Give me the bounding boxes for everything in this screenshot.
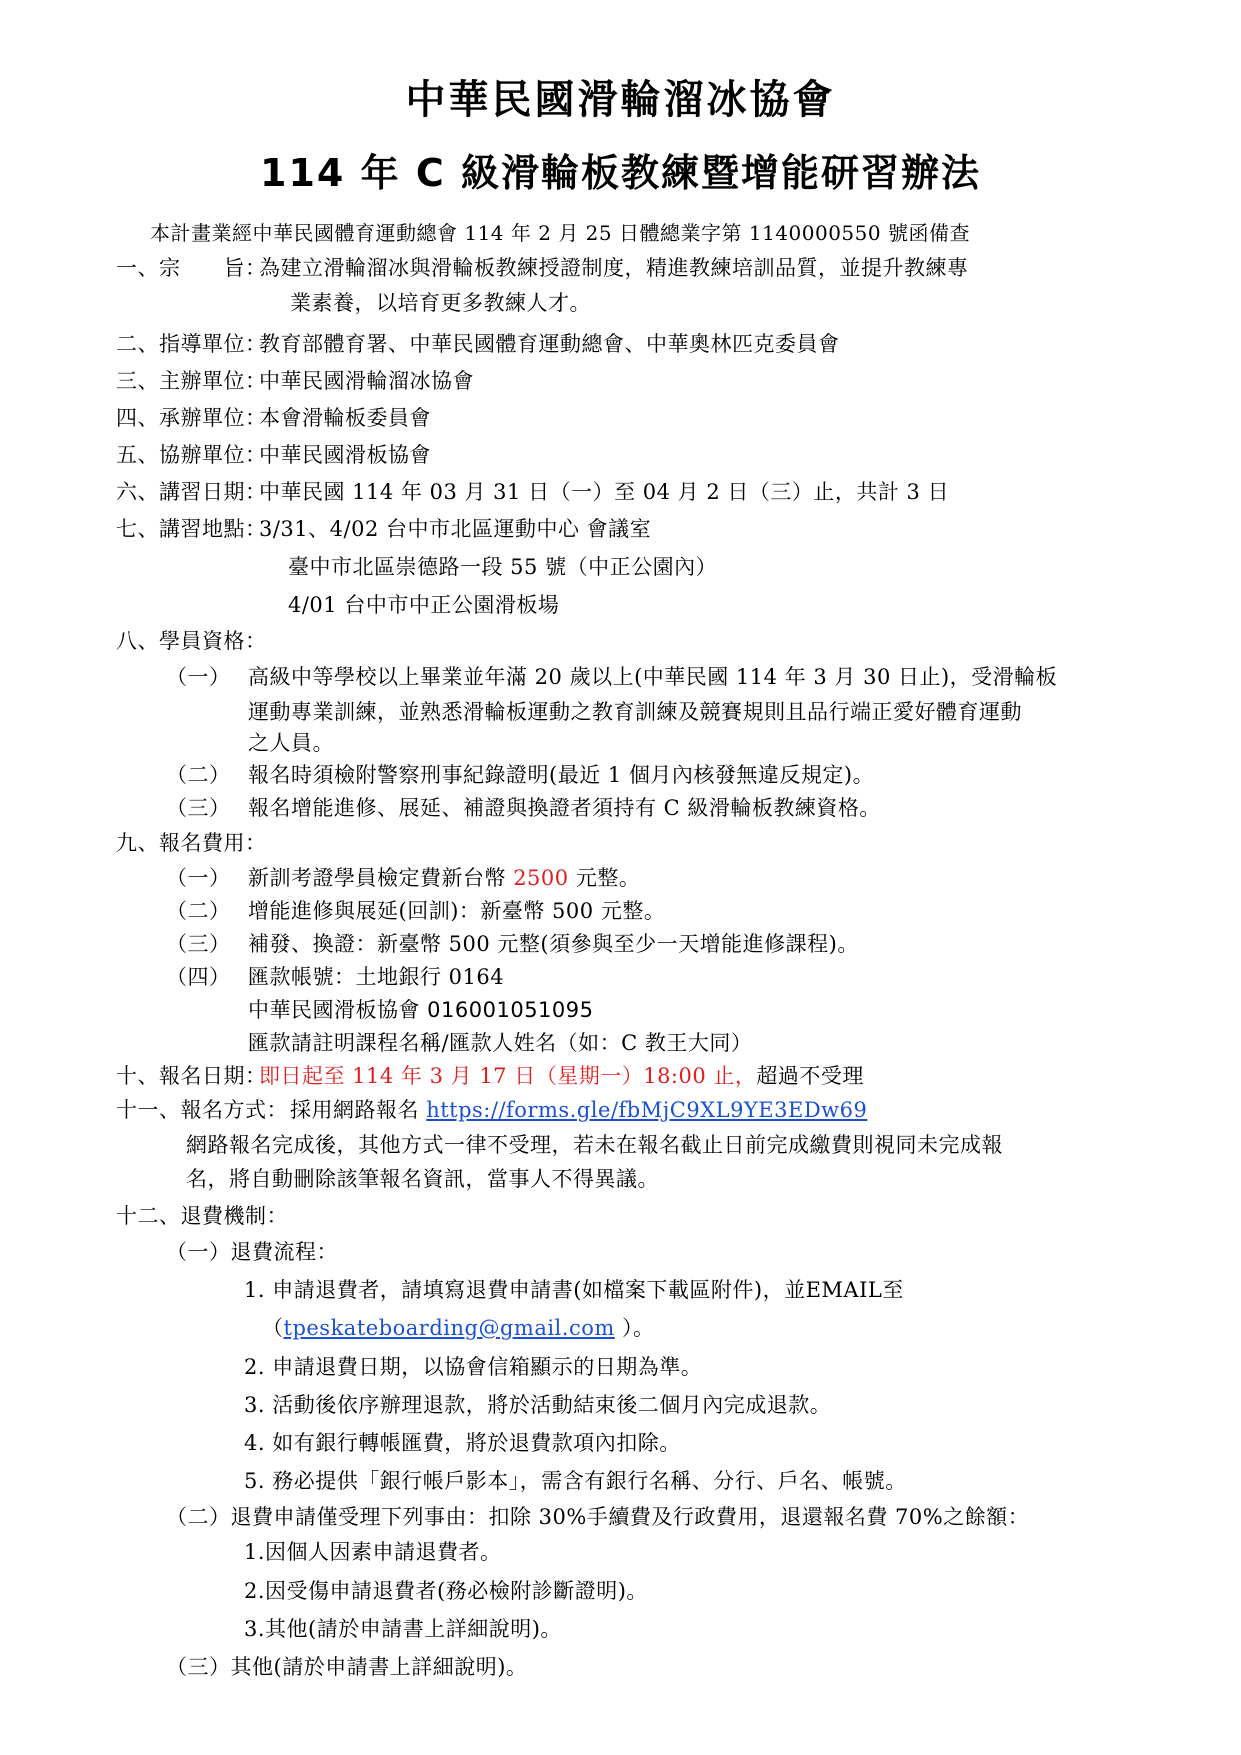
refund-reason-3: 3.其他(請於申請書上詳細說明)。 [244, 1617, 562, 1641]
section-11-note: 網路報名完成後，其他方式一律不受理，若未在報名截止日前完成繳費則視同未完成報 [186, 1133, 1003, 1157]
section-4-label: 四、承辦單位： [116, 406, 267, 430]
fee-text-pre: 新訓考證學員檢定費新台幣 [248, 866, 514, 890]
section-8-item-3-marker: （三） [166, 796, 231, 820]
refund-reasons-heading: （二）退費申請僅受理下列事由：扣除 30%手續費及行政費用，退還報名費 70%之餘額： [166, 1505, 1030, 1529]
refund-step-1: 1. 申請退費者，請填寫退費申請書(如檔案下載區附件)，並EMAIL至 [244, 1278, 904, 1302]
section-1-text: 為建立滑輪溜冰與滑輪板教練授證制度，精進教練培訓品質，並提升教練專 [259, 256, 969, 280]
registration-deadline-note: 超過不受理 [756, 1064, 864, 1088]
section-8-item-2-marker: （二） [166, 763, 231, 787]
section-7-address: 臺中市北區崇德路一段 55 號（中正公園內） [288, 555, 718, 579]
section-8-item-2: 報名時須檢附警察刑事紀錄證明(最近 1 個月內核發無違反規定)。 [248, 763, 875, 787]
section-10-label: 十、報名日期： [116, 1064, 267, 1088]
section-7-venue-2: 4/01 台中市中正公園滑板場 [288, 593, 560, 617]
section-8-item-3: 報名增能進修、展延、補證與換證者須持有 C 級滑輪板教練資格。 [248, 796, 881, 820]
section-4-text: 本會滑輪板委員會 [259, 406, 431, 430]
section-3-text: 中華民國滑輪溜冰協會 [259, 369, 474, 393]
refund-reason-2: 2.因受傷申請退費者(務必檢附診斷證明)。 [244, 1579, 648, 1603]
section-6-text: 中華民國 114 年 03 月 31 日（一）至 04 月 2 日（三）止，共計 3 日 [259, 480, 950, 504]
section-12-label: 十二、退費機制： [116, 1204, 288, 1228]
section-3-label: 三、主辦單位： [116, 369, 267, 393]
section-5-text: 中華民國滑板協會 [259, 443, 431, 467]
refund-step-4: 4. 如有銀行轉帳匯費，將於退費款項內扣除。 [244, 1431, 681, 1455]
section-8-item-1-cont: 運動專業訓練，並熟悉滑輪板運動之教育訓練及競賽規則且品行端正愛好體育運動 [248, 700, 1022, 724]
refund-step-1-email-line [262, 1313, 654, 1343]
section-8-item-1-marker: （一） [166, 665, 231, 689]
section-6-label: 六、講習日期： [116, 480, 267, 504]
section-10-text [259, 1061, 864, 1091]
section-11-note-cont: 名，將自動刪除該筆報名資訊，當事人不得異議。 [186, 1167, 659, 1191]
section-9-item-2: 增能進修與展延(回訓)：新臺幣 500 元整。 [248, 899, 666, 923]
section-2-label: 二、指導單位： [116, 332, 267, 356]
section-8-item-1-cont2: 之人員。 [248, 731, 334, 755]
section-9-item-4-marker: （四） [166, 965, 231, 989]
section-8-label: 八、學員資格： [116, 629, 267, 653]
section-5-label: 五、協辦單位： [116, 443, 267, 467]
document-subtitle: 114 年 C 級滑輪板教練暨增能研習辦法 [260, 151, 981, 195]
paren-open: （ [262, 1316, 284, 1340]
registration-form-link[interactable]: https://forms.gle/fbMjC9XL9YE3EDw69 [426, 1098, 868, 1122]
refund-step-2: 2. 申請退費日期，以協會信箱顯示的日期為準。 [244, 1355, 703, 1379]
section-9-item-1-marker: （一） [166, 866, 231, 890]
section-1-label: 一、宗 旨： [116, 256, 267, 280]
refund-reason-1: 1.因個人因素申請退費者。 [244, 1540, 502, 1564]
section-7-label: 七、講習地點： [116, 517, 267, 541]
registration-method: 採用網路報名 [290, 1098, 427, 1122]
section-9-item-1 [248, 863, 640, 893]
document-title: 中華民國滑輪溜冰協會 [405, 77, 836, 123]
section-7-venue-1: 3/31、4/02 台中市北區運動中心 會議室 [259, 517, 652, 541]
refund-other: （三）其他(請於申請書上詳細說明)。 [166, 1655, 528, 1679]
fee-text-post: 元整。 [568, 866, 641, 890]
fee-amount: 2500 [513, 866, 569, 890]
section-9-item-3: 補發、換證：新臺幣 500 元整(須參與至少一天增能進修課程)。 [248, 932, 859, 956]
section-9-label: 九、報名費用： [116, 831, 267, 855]
section-2-text: 教育部體育署、中華民國體育運動總會、中華奧林匹克委員會 [259, 332, 840, 356]
section-11-text [290, 1095, 867, 1125]
refund-step-5: 5. 務必提供「銀行帳戶影本」，需含有銀行名稱、分行、戶名、帳號。 [244, 1469, 907, 1493]
bank-account-holder: 中華民國滑板協會 016001051095 [248, 998, 594, 1022]
remittance-note: 匯款請註明課程名稱/匯款人姓名（如：C 教王大同） [248, 1031, 753, 1055]
section-11-label: 十一、報名方式： [116, 1098, 288, 1122]
section-1-text-cont: 業素養，以培育更多教練人才。 [290, 291, 591, 315]
section-9-item-2-marker: （二） [166, 899, 231, 923]
paren-close: ）。 [614, 1316, 655, 1340]
refund-email-link[interactable]: tpeskateboarding@gmail.com [283, 1316, 615, 1340]
approval-note: 本計畫業經中華民國體育運動總會 114 年 2 月 25 日體總業字第 1140000550 號函備查 [150, 221, 970, 245]
refund-process-heading: （一）退費流程： [166, 1240, 338, 1264]
section-8-item-1: 高級中等學校以上畢業並年滿 20 歲以上(中華民國 114 年 3 月 30 日止)，受滑輪板 [248, 665, 1058, 689]
section-9-item-3-marker: （三） [166, 932, 231, 956]
registration-deadline: 即日起至 114 年 3 月 17 日（星期一）18:00 止， [259, 1064, 757, 1088]
refund-step-3: 3. 活動後依序辦理退款，將於活動結束後二個月內完成退款。 [244, 1393, 832, 1417]
bank-account: 匯款帳號：土地銀行 0164 [248, 965, 505, 989]
